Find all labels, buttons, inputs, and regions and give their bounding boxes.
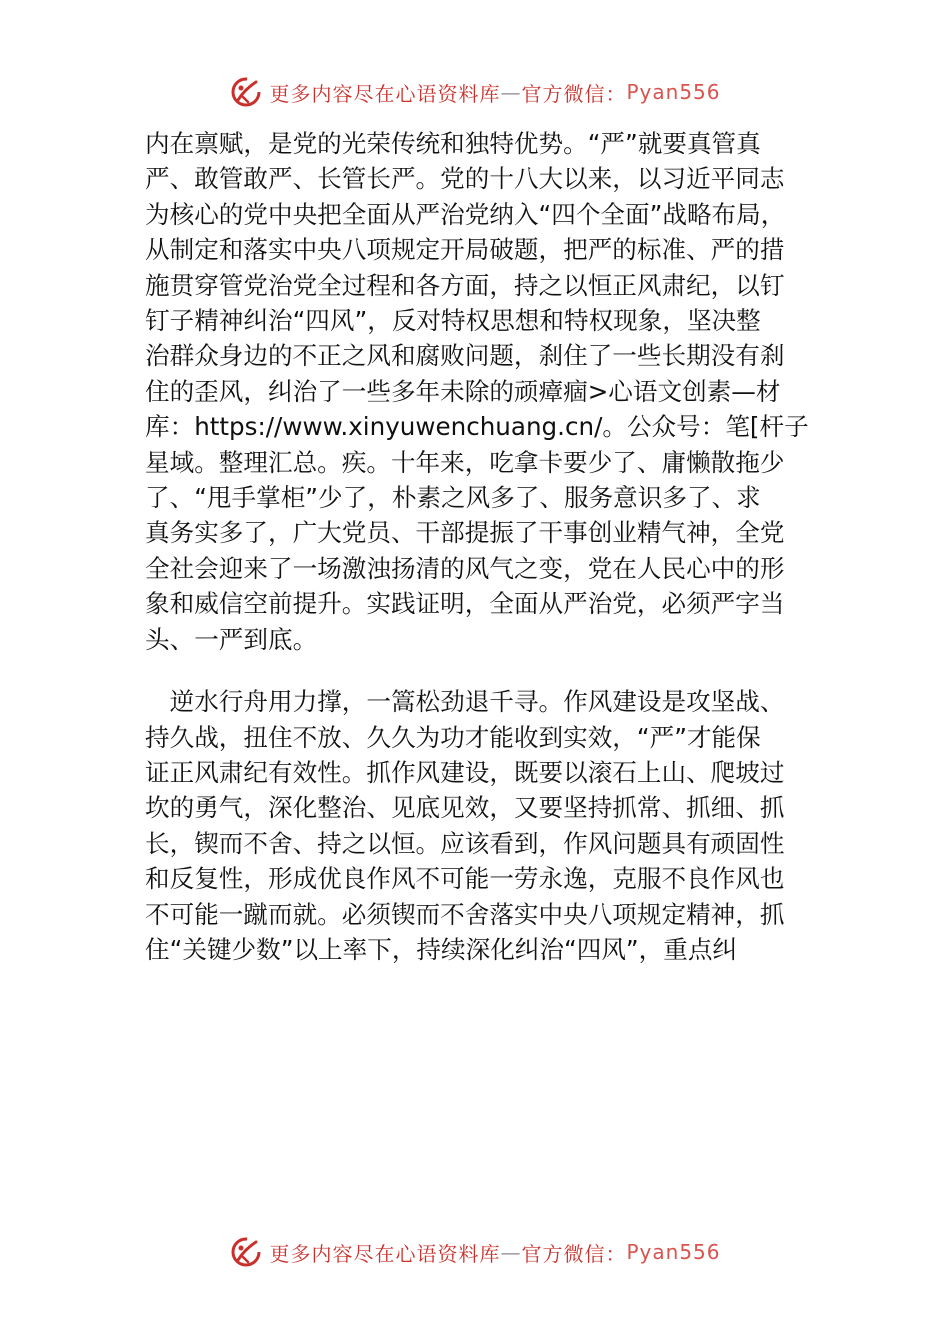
text-line: 逆水行舟用力撑，一篙松劲退千寻。作风建设是攻坚战、 xyxy=(145,687,785,717)
brush-logo-icon xyxy=(229,1235,263,1269)
header-handle: Pyan556 xyxy=(626,80,721,104)
brush-logo-icon xyxy=(229,75,263,109)
text-line: 施贯穿管党治党全过程和各方面，持之以恒正风肃纪，以钉 xyxy=(145,270,785,300)
text-line: 持久战，扭住不放、久久为功才能收到实效，“严”才能保 xyxy=(145,722,761,752)
text-line: 星域。整理汇总。疾。十年来，吃拿卡要少了、庸懒散拖少 xyxy=(145,447,785,477)
paragraph-1 xyxy=(145,126,835,657)
text-line: 象和威信空前提升。实践证明，全面从严治党，必须严字当 xyxy=(145,589,785,619)
footer-separator: — xyxy=(500,1240,522,1264)
text-line: 从制定和落实中央八项规定开局破题，把严的标准、严的措 xyxy=(145,235,785,265)
footer-banner xyxy=(0,1232,950,1272)
text-line: 不可能一蹴而就。必须锲而不舍落实中央八项规定精神，抓 xyxy=(145,899,785,929)
footer-wechat-label: 官方微信： xyxy=(521,1241,627,1266)
document-body xyxy=(145,126,835,967)
text-line: 住“关键少数”以上率下，持续深化纠治“四风”，重点纠 xyxy=(145,934,738,964)
paragraph-2 xyxy=(145,684,835,967)
text-line: 为核心的党中央把全面从严治党纳入“四个全面”战略布局， xyxy=(145,199,786,229)
text-line: 住的歪风，纠治了一些多年未除的顽瘴痼>心语文创素—材 xyxy=(145,376,781,406)
text-line: 了、“甩手掌柜”少了，朴素之风多了、服务意识多了、求 xyxy=(145,483,761,513)
text-line: 长，锲而不舍、持之以恒。应该看到，作风问题具有顽固性 xyxy=(145,828,785,858)
footer-title: 更多内容尽在心语资料库 xyxy=(269,1241,501,1266)
text-line: 坎的勇气，深化整治、见底见效，又要坚持抓常、抓细、抓 xyxy=(145,793,785,823)
text-line: 真务实多了，广大党员、干部提振了干事创业精气神，全党 xyxy=(145,518,785,548)
text-line: 治群众身边的不正之风和腐败问题，刹住了一些长期没有刹 xyxy=(145,341,785,371)
header-title: 更多内容尽在心语资料库 xyxy=(269,81,501,106)
header-wechat-label: 官方微信： xyxy=(521,81,627,106)
text-line: 严、敢管敢严、长管长严。党的十八大以来，以习近平同志 xyxy=(145,164,785,194)
footer-handle: Pyan556 xyxy=(626,1240,721,1264)
text-line: 头、一严到底。 xyxy=(145,624,318,654)
text-line: 钉子精神纠治“四风”，反对特权思想和特权现象，坚决整 xyxy=(145,306,761,336)
text-line: 证正风肃纪有效性。抓作风建设，既要以滚石上山、爬坡过 xyxy=(145,757,785,787)
header-banner xyxy=(0,72,950,112)
text-line: 库：https://www.xinyuwenchuang.cn/。公众号：笔[杆子 xyxy=(145,412,809,442)
text-line: 和反复性，形成优良作风不可能一劳永逸，克服不良作风也 xyxy=(145,864,785,894)
header-separator: — xyxy=(500,80,522,104)
text-line: 全社会迎来了一场激浊扬清的风气之变，党在人民心中的形 xyxy=(145,553,785,583)
text-line: 内在禀赋，是党的光荣传统和独特优势。“严”就要真管真 xyxy=(145,129,761,158)
